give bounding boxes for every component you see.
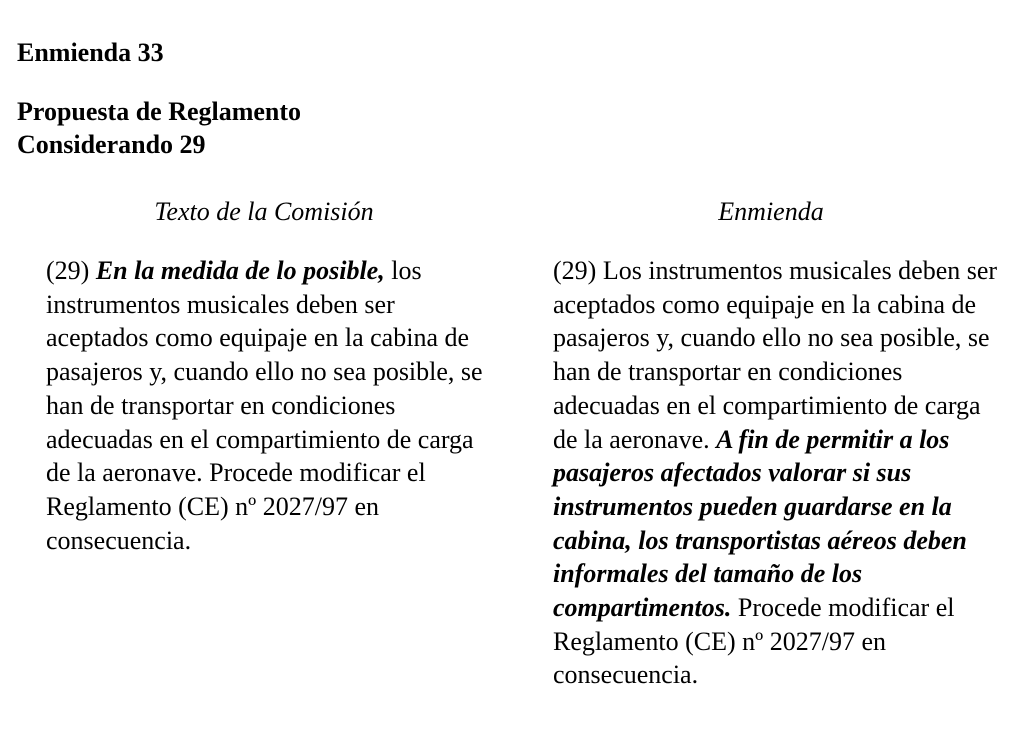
proposal-reference (17, 95, 301, 161)
recital-reference: Considerando 29 (17, 130, 206, 159)
right-added-emphasis: A fin de permitir a los pasajeros afectados valorar si sus instrumentos pueden guardarse en la cabina, los transportistas aéreos deben informales del tamaño de los compartimentos. (553, 424, 967, 623)
commission-text-column (46, 254, 486, 557)
right-recital-number: (29) (553, 256, 597, 285)
amendment-title: Enmienda 33 (17, 38, 164, 67)
right-recital-body-start: Los instrumentos musicales deben ser aceptados como equipaje en la cabina de pasajeros y, cuando ello no sea posible, se han de transportar en condiciones adecuadas en el compartimiento de carga de la aeronave. (553, 256, 998, 454)
amendment-header: Enmienda (718, 197, 824, 226)
left-recital-body: los instrumentos musicales deben ser aceptados como equipaje en la cabina de pasajeros y, cuando ello no sea posible, se han de transportar en condiciones adecuadas en el compartimiento de carga de la aeronave. Procede modificar el Reglamento (CE) nº 2027/97 en consecuencia. (46, 256, 483, 555)
left-deleted-emphasis: En la medida de lo posible, (95, 256, 385, 285)
amendment-text-column (553, 254, 998, 692)
left-recital-number: (29) (46, 256, 90, 285)
right-recital-body-end: Procede modificar el Reglamento (CE) nº 2027/97 en consecuencia. (553, 593, 955, 690)
proposal-type: Propuesta de Reglamento (17, 97, 302, 126)
commission-text-header: Texto de la Comisión (154, 197, 374, 226)
